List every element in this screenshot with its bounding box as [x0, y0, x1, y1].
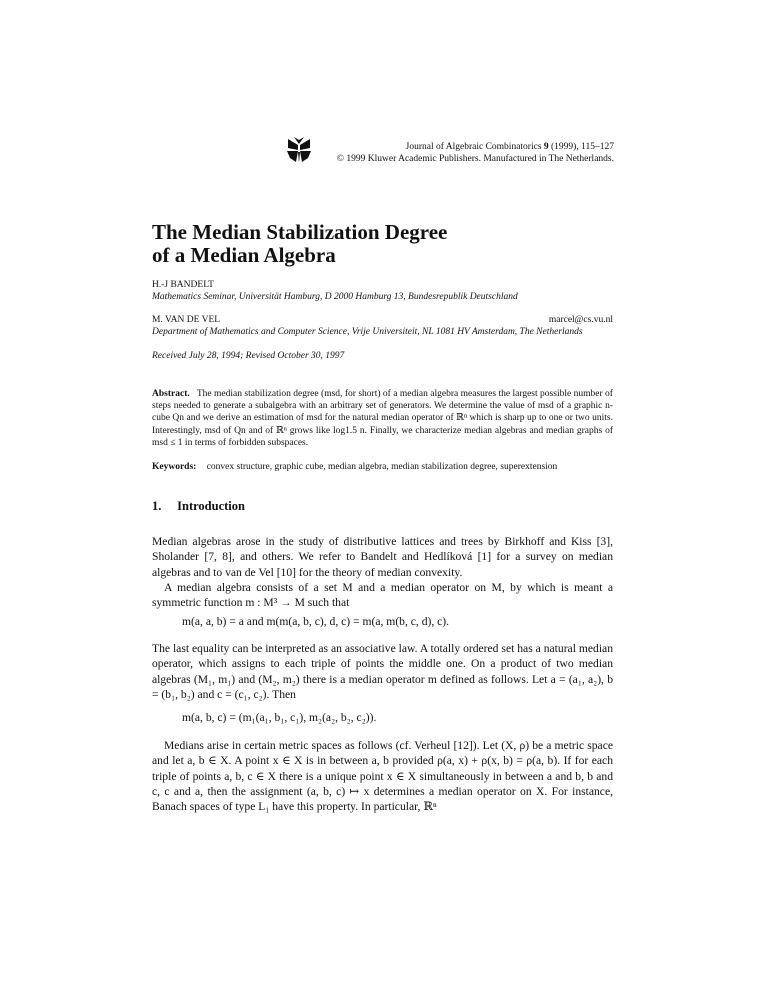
body-text-block-1: [152, 534, 613, 610]
paper-title: The Median Stabilization Degree of a Median Algebra: [152, 220, 448, 267]
paragraph: The last equality can be interpreted as an associative law. A totally ordered set has a natural median operator, which assigns to each triple of points the middle one. On a product of two median algebras (M₁, m₁) and (M₂, m₂) there is a median operator m defined as follows. Let a = (a₁, a₂), b = (b₁, b₂) and c = (c₁, c₂). Then: [152, 642, 613, 701]
abstract: [152, 388, 613, 449]
journal-citation: Journal of Algebraic Combinatorics 9 (1999), 115–127: [405, 142, 614, 152]
keywords: [152, 461, 557, 473]
body-text-block-2: [152, 641, 613, 702]
journal-header: [286, 136, 614, 166]
paragraph: A median algebra consists of a set M and a median operator on M, by which is meant a symmetric function m : M³ → M such that: [152, 580, 613, 610]
received-dates: Received July 28, 1994; Revised October 30, 1997: [152, 351, 345, 361]
author-name: H.-J BANDELT: [152, 280, 214, 290]
copyright-line: © 1999 Kluwer Academic Publishers. Manufactured in The Netherlands.: [336, 154, 614, 164]
keywords-label: Keywords:: [152, 462, 197, 472]
abstract-label: Abstract.: [152, 389, 190, 399]
author-email[interactable]: marcel@cs.vu.nl: [548, 315, 613, 325]
publisher-logo-icon: [286, 136, 312, 164]
keywords-text: convex structure, graphic cube, median algebra, median stabilization degree, superextension: [206, 462, 558, 472]
equation: m(a, b, c) = (m₁(a₁, b₁, c₁), m₂(a₂, b₂, c₂)).: [182, 711, 377, 724]
section-number: 1.: [152, 499, 162, 513]
author-name: M. VAN DE VEL: [152, 315, 221, 325]
abstract-text: The median stabilization degree (msd, for short) of a median algebra measures the largest possible number of steps needed to generate a subalgebra with an arbitrary set of generators. We determine the value of msd of a graphic n-cube Qn and we derive an estimation of msd for the natural median operator of ℝⁿ which is sharp up to one or two units. Interestingly, msd of Qn and of ℝⁿ grows like log1.5 n. Finally, we characterize median algebras and median graphs of msd ≤ 1 in terms of forbidden subspaces.: [152, 389, 613, 448]
body-text-block-3: [152, 738, 613, 814]
section-title: Introduction: [177, 499, 245, 513]
equation: m(a, a, b) = a and m(m(a, b, c), d, c) = m(a, m(b, c, d), c).: [182, 615, 450, 628]
paragraph: Medians arise in certain metric spaces as follows (cf. Verheul [12]). Let (X, ρ) be a metric space and let a, b ∈ X. A point x ∈ X is in between a, b provided ρ(a, x) + ρ(x, b) = ρ(a, b). If for each triple of points a, b, c ∈ X there is a unique point x ∈ X simultaneously in between a and b, b and c, c and a, then the assignment (a, b, c) ↦ x determines a median operator on X. For instance, Banach spaces of type L₁ have this property. In particular, ℝⁿ: [152, 739, 613, 814]
section-heading: [152, 499, 245, 513]
author-affiliation: Mathematics Seminar, Universität Hamburg, D 2000 Hamburg 13, Bundesrepublik Deutschland: [152, 292, 518, 302]
paragraph: Median algebras arose in the study of distributive lattices and trees by Birkhoff and Kiss [3], Sholander [7, 8], and others. We refer to Bandelt and Hedlíková [1] for a survey on median algebras and to van de Vel [10] for the theory of median convexity.: [152, 535, 613, 579]
author-affiliation: Department of Mathematics and Computer Science, Vrije Universiteit, NL 1081 HV Amsterdam, The Netherlands: [152, 327, 583, 337]
